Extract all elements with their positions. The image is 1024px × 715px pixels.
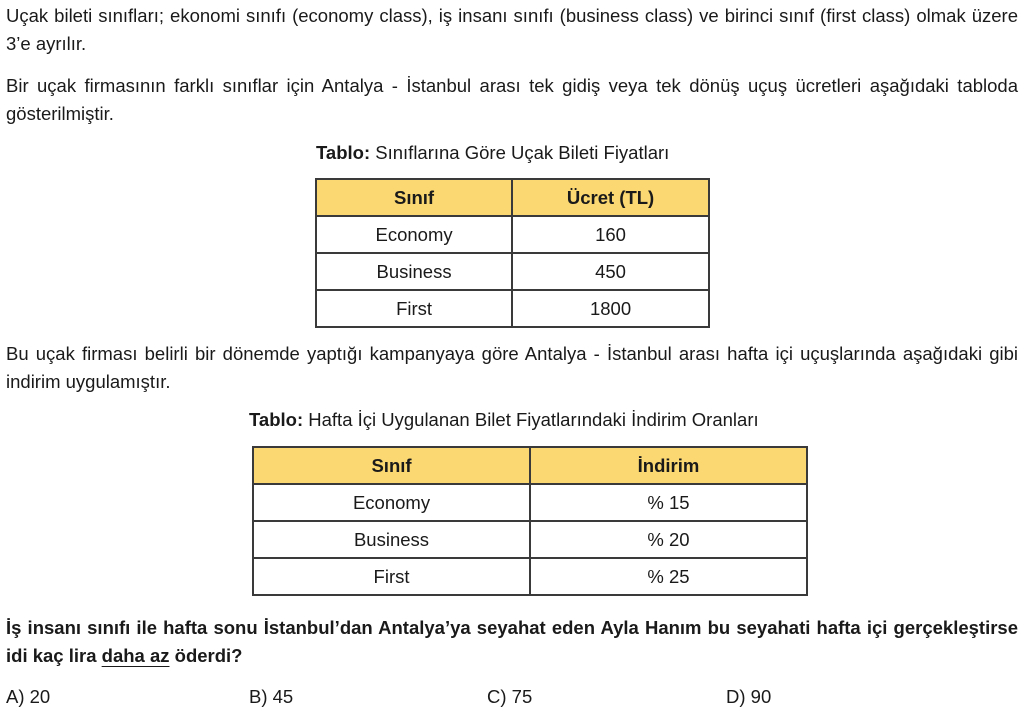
question-text-end: öderdi? [169, 645, 243, 666]
question-text [6, 614, 1018, 670]
ticket-price-table [315, 178, 710, 328]
class-cell: Business [316, 253, 512, 290]
campaign-paragraph: Bu uçak firması belirli bir dönemde yaptığı kampanyaya göre Antalya - İstanbul arası hafta içi uçuşlarında aşağıdaki gibi indirim uygulamıştır. [6, 343, 1018, 392]
option-b[interactable]: B) 45 [249, 686, 294, 707]
table1-caption-text: Sınıflarına Göre Uçak Bileti Fiyatları [370, 142, 670, 163]
column-header-class: Sınıf [253, 447, 530, 484]
price-cell: 160 [512, 216, 709, 253]
question-text-start: İş insanı sınıfı ile hafta sonu İstanbul’dan Antalya’ya seyahat eden Ayla Hanım bu seyahati hafta içi gerçekleştirse idi kaç lira [6, 617, 1018, 666]
table2-caption-label: Tablo: [249, 409, 304, 430]
class-cell: First [253, 558, 530, 595]
intro-paragraph-1: Uçak bileti sınıfları; ekonomi sınıfı (economy class), iş insanı sınıfı (business class) ve birinci sınıf (first class) olmak üzere 3’e ayrılır. [6, 5, 1018, 54]
table-row [316, 253, 709, 290]
table-row [316, 290, 709, 327]
table-row [253, 484, 807, 521]
column-header-class: Sınıf [316, 179, 512, 216]
price-cell: 450 [512, 253, 709, 290]
table-row [253, 521, 807, 558]
intro-paragraph-2: Bir uçak firmasının farklı sınıflar için Antalya - İstanbul arası tek gidiş veya tek dönüş uçuş ücretleri aşağıdaki tabloda gösterilmiştir. [6, 75, 1018, 124]
table2-caption-text: Hafta İçi Uygulanan Bilet Fiyatlarındaki İndirim Oranları [303, 409, 759, 430]
table-row [316, 216, 709, 253]
column-header-price: Ücret (TL) [512, 179, 709, 216]
class-cell: Economy [253, 484, 530, 521]
discount-cell: % 25 [530, 558, 807, 595]
price-cell: 1800 [512, 290, 709, 327]
table1-caption-label: Tablo: [316, 142, 371, 163]
table-row [253, 558, 807, 595]
option-c[interactable]: C) 75 [487, 686, 533, 707]
option-d[interactable]: D) 90 [726, 686, 772, 707]
discount-cell: % 20 [530, 521, 807, 558]
class-cell: First [316, 290, 512, 327]
discount-cell: % 15 [530, 484, 807, 521]
answer-options [6, 683, 1018, 711]
column-header-discount: İndirim [530, 447, 807, 484]
question-emphasis: daha az [101, 645, 170, 666]
discount-rate-table [252, 446, 808, 596]
table-header-row [316, 179, 709, 216]
table2-caption [249, 408, 759, 432]
table1-caption [316, 141, 669, 165]
class-cell: Business [253, 521, 530, 558]
option-a[interactable]: A) 20 [6, 686, 51, 707]
table-header-row [253, 447, 807, 484]
class-cell: Economy [316, 216, 512, 253]
